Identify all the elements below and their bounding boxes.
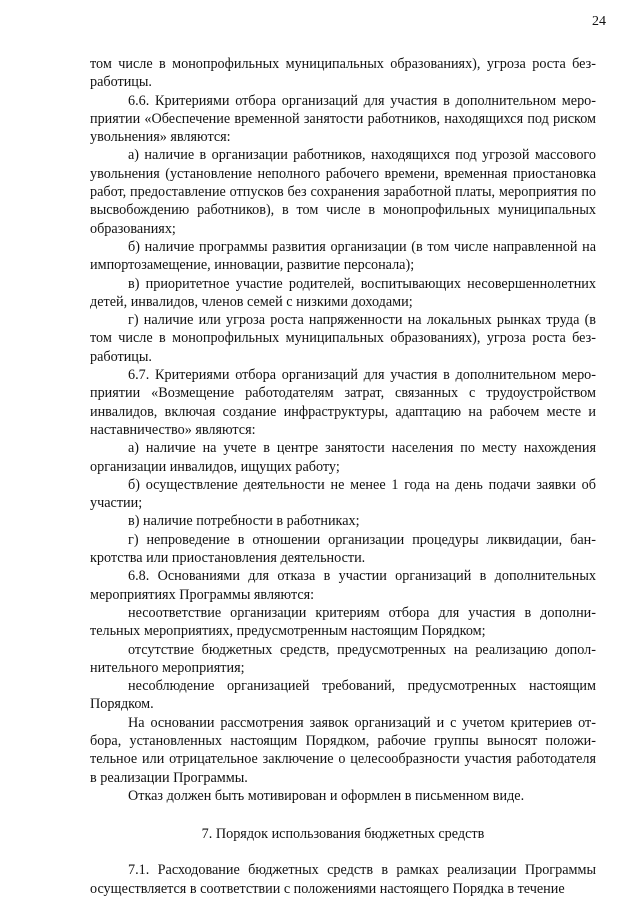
paragraph: 7.1. Расходование бюджетных средств в рамках реализации Программы осуществляется в соответствии с положениями настоящего Порядка в течение (90, 862, 596, 897)
paragraph: в) приоритетное участие родителей, воспитывающих несовершеннолетних детей, инвалидов, членов семей с низкими доходами; (90, 275, 596, 310)
paragraph: 6.7. Критериями отбора организаций для участия в дополнительном мероприятии «Возмещение работодателям затрат, связанных с трудоустройством инвалидов, включая создание инфраструктуры, адаптацию на рабочем месте и наставничество» являются: (90, 367, 596, 438)
document-body (90, 55, 596, 898)
paragraph: 6.6. Критериями отбора организаций для участия в дополнительном мероприятии «Обеспечение временной занятости работников, находящихся под риском увольнения» являются: (90, 92, 596, 146)
paragraph: а) наличие на учете в центре занятости населения по месту нахождения организации инвалидов, ищущих работу; (90, 440, 596, 475)
paragraph: На основании рассмотрения заявок организаций и с учетом критериев отбора, установленных настоящим Порядком, рабочие группы выносят положительное или отрицательное заключение о целесообразности участия работодателя в реализации Программы. (90, 714, 596, 786)
paragraph: б) осуществление деятельности не менее 1 года на день подачи заявки об участии; (90, 476, 596, 512)
paragraph: б) наличие программы развития организации (в том числе направленной на импортозамещение, инновации, развитие персонала); (90, 238, 596, 274)
paragraph: г) непроведение в отношении организации процедуры ликвидации, банкротства или приостановления деятельности. (90, 531, 596, 567)
paragraph: том числе в монопрофильных муниципальных образованиях), угроза роста безработицы. (90, 56, 596, 91)
paragraph: г) наличие или угроза роста напряженности на локальных рынках труда (в том числе в монопрофильных муниципальных образованиях), угроза роста безработицы. (90, 312, 596, 365)
paragraph: 6.8. Основаниями для отказа в участии организаций в дополнительных мероприятиях Программы являются: (90, 568, 596, 603)
paragraph: несоответствие организации критериям отбора для участия в дополнительных мероприятиях, предусмотренным настоящим Порядком; (90, 604, 596, 640)
paragraph: а) наличие в организации работников, находящихся под угрозой массового увольнения (установление неполного рабочего времени, временная приостановка работ, предоставление отпусков без сохранения заработной платы, мероприятия по высвобождению работников), в том числе в монопрофильных муниципальных образованиях; (90, 147, 596, 237)
section-heading: 7. Порядок использования бюджетных средств (201, 826, 485, 843)
paragraph: отсутствие бюджетных средств, предусмотренных на реализацию дополнительного мероприятия; (90, 641, 596, 676)
page-number: 24 (592, 14, 606, 29)
paragraph: в) наличие потребности в работниках; (128, 513, 360, 530)
paragraph: Отказ должен быть мотивирован и оформлен в письменном виде. (128, 787, 525, 804)
paragraph: несоблюдение организацией требований, предусмотренных настоящим Порядком. (90, 678, 596, 713)
